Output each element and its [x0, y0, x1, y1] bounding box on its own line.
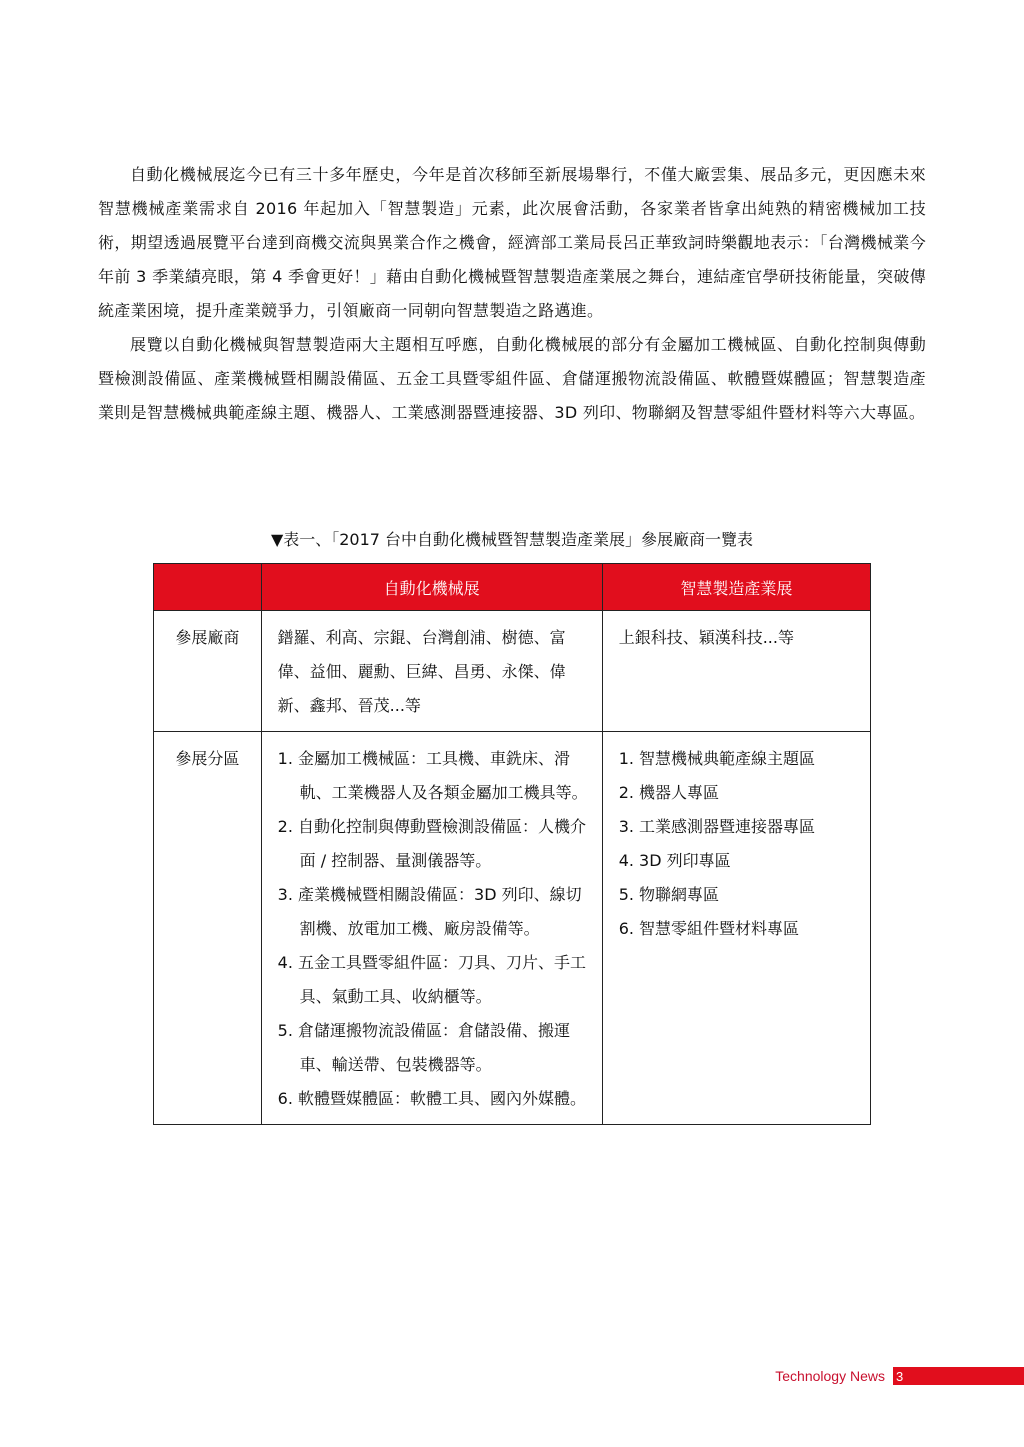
paragraph-intro: 自動化機械展迄今已有三十多年歷史，今年是首次移師至新展場舉行，不僅大廠雲集、展品多元，更因應未來智慧機械產業需求自 2016 年起加入「智慧製造」元素，此次展會活動，各家業者皆拿出純熟的精密機械加工技術，期望透過展覽平台達到商機交流與異業合作之機會，經濟部工業局長呂正華致詞時樂觀地表示：「台灣機械業今年前 3 季業績亮眼，第 4 季會更好！」藉由自動化機械暨智慧製造產業展之舞台，連結產官學研技術能量，突破傳統產業困境，提升產業競爭力，引領廠商一同朝向智慧製造之路邁進。 [98, 165, 926, 320]
list-item: 2. 自動化控制與傳動暨檢測設備區：人機介面 / 控制器、量測儀器等。 [277, 817, 587, 870]
table-header-row [154, 564, 871, 611]
list-item: 1. 智慧機械典範產線主題區 [618, 749, 816, 768]
header-smart-manufacturing: 智慧製造產業展 [602, 564, 870, 611]
smart-zones [602, 732, 870, 1125]
article-body [98, 158, 926, 430]
footer-brand: Technology News [775, 1368, 885, 1384]
page-footer [775, 1366, 1024, 1386]
exhibitor-table [153, 563, 871, 1125]
list-item: 5. 倉儲運搬物流設備區：倉儲設備、搬運車、輸送帶、包裝機器等。 [277, 1021, 571, 1074]
automation-exhibitors: 鐠羅、利高、宗錕、台灣創浦、樹德、富偉、益佃、麗勳、巨緯、昌勇、永傑、偉新、鑫邦、晉茂...等 [261, 611, 602, 732]
table-row [154, 732, 871, 1125]
list-item: 4. 3D 列印專區 [618, 851, 731, 870]
list-item: 5. 物聯網專區 [618, 885, 720, 904]
table-caption: ▼表一、「2017 台中自動化機械暨智慧製造產業展」參展廠商一覽表 [270, 530, 754, 549]
row-label-exhibitors: 參展廠商 [154, 611, 262, 732]
list-item: 6. 智慧零組件暨材料專區 [618, 919, 800, 938]
automation-zones [261, 732, 602, 1125]
smart-exhibitors: 上銀科技、穎漢科技...等 [602, 611, 870, 732]
page-number-bar [893, 1367, 1024, 1385]
list-item: 1. 金屬加工機械區：工具機、車銑床、滑軌、工業機器人及各類金屬加工機具等。 [277, 749, 588, 802]
page-number: 3 [896, 1368, 904, 1384]
list-item: 4. 五金工具暨零組件區：刀具、刀片、手工具、氣動工具、收納櫃等。 [277, 953, 587, 1006]
list-item: 6. 軟體暨媒體區：軟體工具、國內外媒體。 [277, 1089, 587, 1108]
list-item: 3. 工業感測器暨連接器專區 [618, 817, 816, 836]
table-row [154, 611, 871, 732]
list-item: 3. 產業機械暨相關設備區：3D 列印、線切割機、放電加工機、廠房設備等。 [277, 885, 582, 938]
header-blank [154, 564, 262, 611]
header-automation: 自動化機械展 [261, 564, 602, 611]
list-item: 2. 機器人專區 [618, 783, 720, 802]
paragraph-exhibit-zones: 展覽以自動化機械與智慧製造兩大主題相互呼應，自動化機械展的部分有金屬加工機械區、自動化控制與傳動暨檢測設備區、產業機械暨相關設備區、五金工具暨零組件區、倉儲運搬物流設備區、軟體暨媒體區；智慧製造產業則是智慧機械典範產線主題、機器人、工業感測器暨連接器、3D 列印、物聯網及智慧零組件暨材料等六大專區。 [98, 335, 926, 422]
row-label-zones: 參展分區 [154, 732, 262, 1125]
